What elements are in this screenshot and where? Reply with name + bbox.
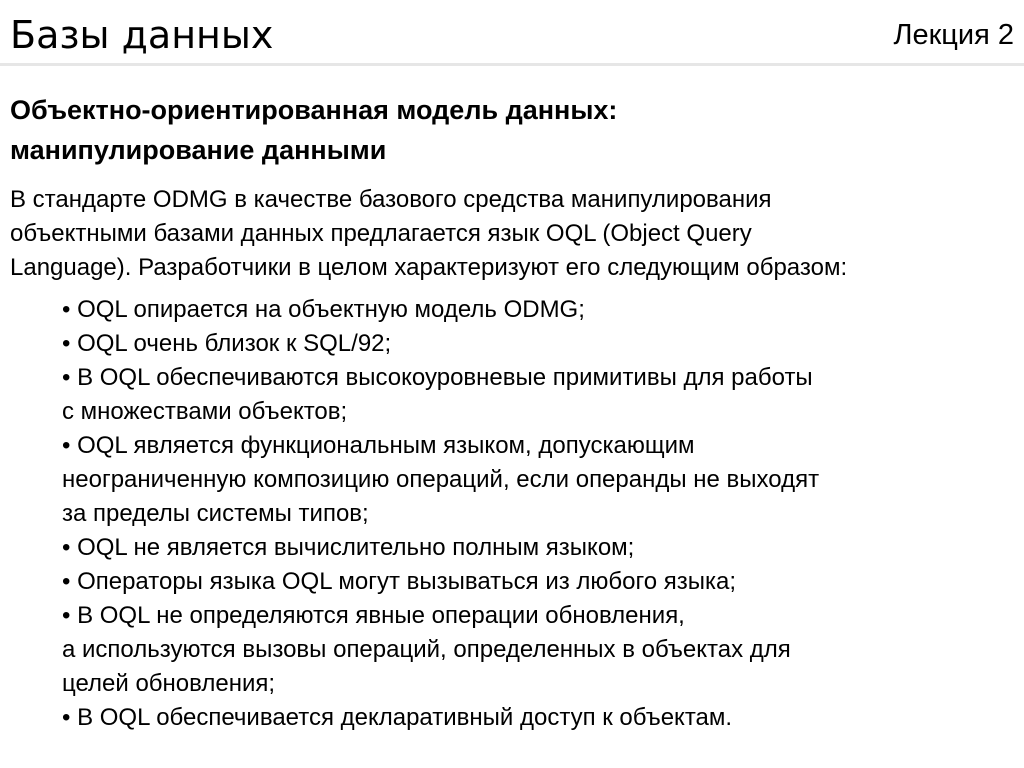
bullet-line: • В OQL не определяются явные операции обновления,: [62, 602, 685, 629]
intro-line: Language). Разработчики в целом характеризуют его следующим образом:: [10, 254, 848, 281]
intro-paragraph: [10, 183, 1020, 285]
intro-line: объектными базами данных предлагается язык OQL (Object Query: [10, 220, 752, 247]
header-divider: [0, 63, 1024, 66]
slide-heading-line: Объектно-ориентированная модель данных:: [10, 95, 618, 125]
bullet-line: • В OQL обеспечиваются высокоуровневые примитивы для работы: [62, 364, 813, 391]
course-title: Базы данных: [10, 13, 274, 57]
bullet-line: • OQL является функциональным языком, допускающим: [62, 432, 695, 459]
slide-heading: [10, 90, 1010, 170]
bullet-line: • Операторы языка OQL могут вызываться из любого языка;: [62, 568, 737, 595]
slide-heading-line: манипулирование данными: [10, 135, 387, 165]
bullet-line: неограниченную композицию операций, если операнды не выходят: [62, 466, 820, 493]
bullet-line: а используются вызовы операций, определенных в объектах для: [62, 636, 791, 663]
bullet-line: с множествами объектов;: [62, 398, 348, 425]
intro-line: В стандарте ODMG в качестве базового средства манипулирования: [10, 186, 772, 213]
bullet-line: • OQL не является вычислительно полным языком;: [62, 534, 635, 561]
bullet-line: за пределы системы типов;: [62, 500, 369, 527]
lecture-label: Лекция 2: [893, 19, 1014, 51]
bullet-list: [62, 293, 1012, 735]
bullet-line: • В OQL обеспечивается декларативный доступ к объектам.: [62, 704, 733, 731]
bullet-line: • OQL опирается на объектную модель ODMG;: [62, 296, 585, 323]
bullet-line: • OQL очень близок к SQL/92;: [62, 330, 392, 357]
bullet-line: целей обновления;: [62, 670, 276, 697]
